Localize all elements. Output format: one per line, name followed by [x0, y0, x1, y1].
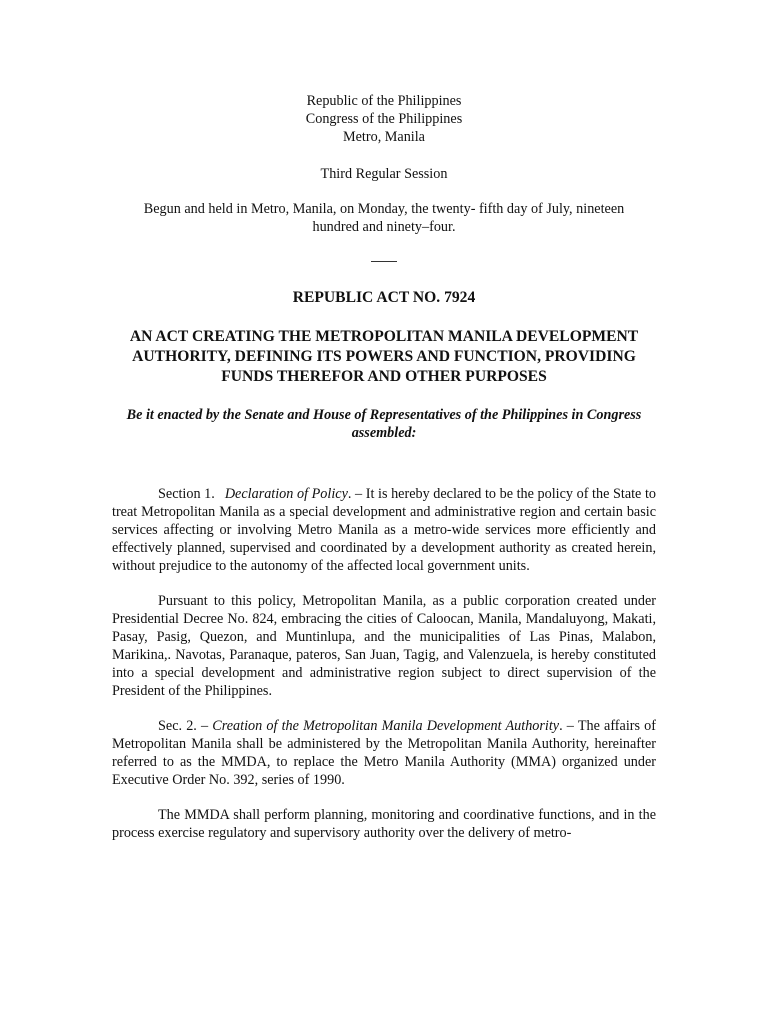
- section-2-paragraph: [112, 717, 656, 789]
- header-republic: Republic of the Philippines: [306, 93, 462, 109]
- begun-text: Begun and held in Metro, Manila, on Monday, the twenty- fifth day of July, nineteen hundred and ninety–four.: [143, 201, 625, 235]
- begun-line: [112, 200, 656, 236]
- act-title: AN ACT CREATING THE METROPOLITAN MANILA DEVELOPMENT AUTHORITY, DEFINING ITS POWERS AND FUNCTION, PROVIDING FUNDS THEREFOR AND OTHER PURPOSES: [129, 328, 639, 385]
- section-1-paragraph-2: Pursuant to this policy, Metropolitan Manila, as a public corporation created under Presidential Decree No. 824, embracing the cities of Caloocan, Manila, Mandaluyong, Makati, Pasay, Pasig, Quezon, and Muntinlupa, and the municipalities of Las Pinas, Malabon, Marikina,. Navotas, Paranaque, pateros, San Juan, Tagig, and Valenzuela, is hereby constituted into a special development and administrative region subject to direct supervision of the President of the Philippines.: [112, 593, 656, 699]
- section-2-text: . – The affairs of Metropolitan Manila shall be administered by the Metropolitan Manila Authority, hereinafter referred to as the MMDA, to replace the Metro Manila Authority (MMA) organized under Executive Order No. 392, series of 1990.: [112, 718, 657, 788]
- separator-rule: [371, 261, 397, 262]
- document-header: [112, 92, 656, 146]
- document-page: [112, 92, 656, 842]
- section-1-text: . – It is hereby declared to be the policy of the State to treat Metropolitan Manila as a special development and administrative region and certain basic services affecting or involving Metro Manila as a metro-wide services more efficiently and effectively planned, supervised and coordinated by a development authority as created herein, without prejudice to the autonomy of the affected local government units.: [112, 486, 656, 574]
- section-2-label: Sec. 2. –: [158, 718, 209, 734]
- enacting-clause: Be it enacted by the Senate and House of Representatives of the Philippines in Congress assembled:: [126, 407, 642, 441]
- section-2-heading: Creation of the Metropolitan Manila Development Authority: [212, 718, 560, 734]
- session-line: Third Regular Session: [320, 166, 448, 182]
- section-1-label: Section 1.: [158, 486, 215, 502]
- section-2-paragraph-2: The MMDA shall perform planning, monitoring and coordinative functions, and in the process exercise regulatory and supervisory authority over the delivery of metro-: [112, 807, 656, 841]
- act-number: REPUBLIC ACT NO. 7924: [292, 289, 476, 306]
- header-location: Metro, Manila: [343, 129, 425, 145]
- section-1-paragraph: [112, 485, 656, 575]
- section-1-heading: Declaration of Policy: [224, 486, 348, 502]
- header-congress: Congress of the Philippines: [305, 111, 463, 127]
